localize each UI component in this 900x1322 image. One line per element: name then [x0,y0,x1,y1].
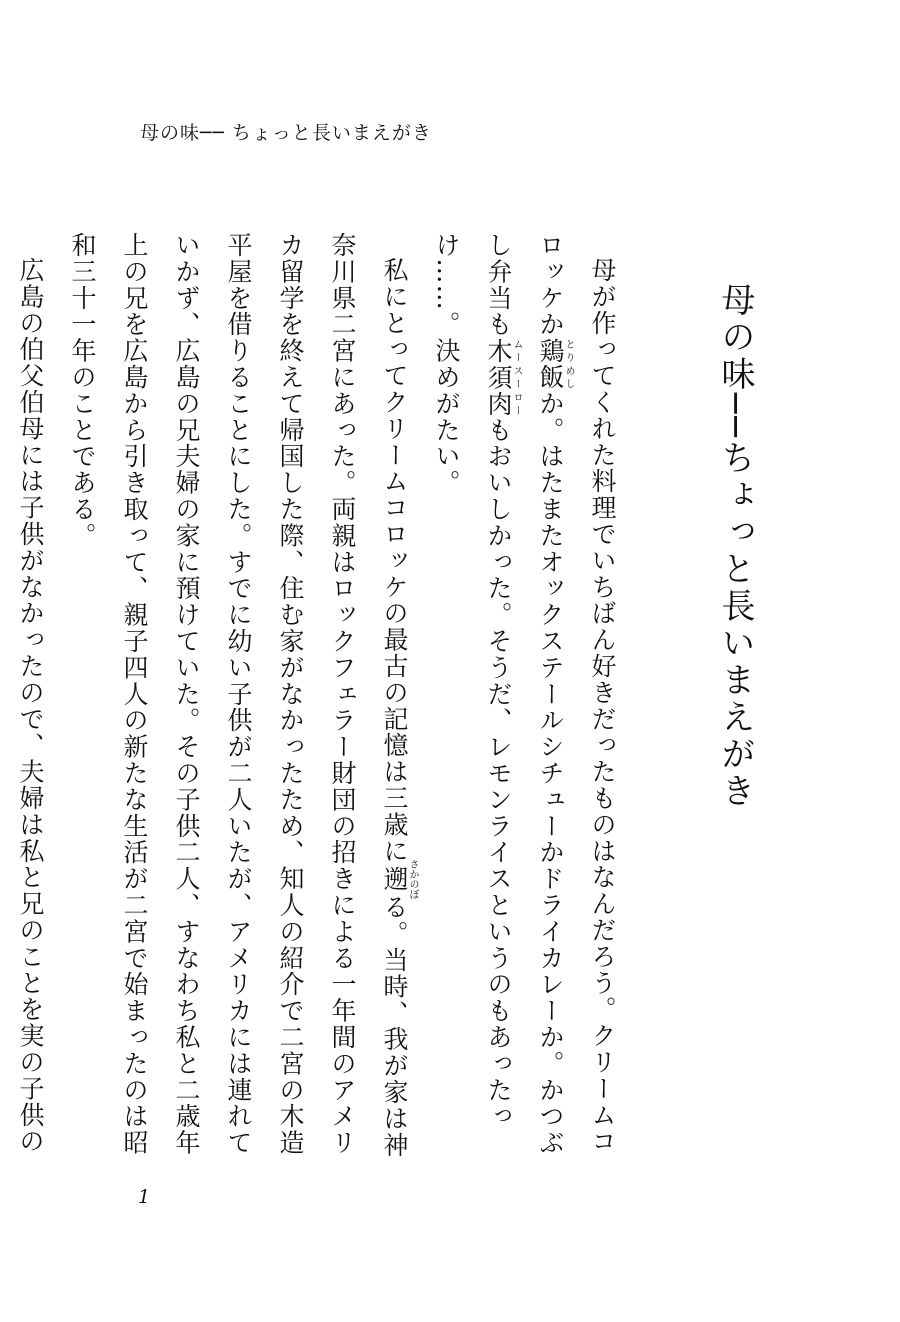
text-segment: 母が作ってくれた料理でいちばん好きだったものはなんだろう。クリームコロッケか [536,232,617,1155]
text-segment: もおいしかった。そうだ、レモンライスというのもあったっけ……。決めがたい。 [432,232,513,1130]
text-segment: 広島の伯父伯母には子供がなかったので、夫婦は私と兄のことを実の子供の [16,257,45,1155]
chapter-title-main: 母の味 [715,282,755,393]
paragraph-1 [420,232,628,1172]
text-segment: 私にとってクリームコロッケの最古の記憶は三歳に [380,257,409,865]
page-number: 1 [138,1186,151,1208]
ruby-word: 木須肉ムースーロー [484,337,522,417]
ruby-word: 鶏とり [536,337,574,365]
running-header: 母の味── ちょっと長いまえがき [140,122,432,144]
chapter-title-dash: ── [715,393,755,440]
ruby-word: 遡さかのぼ [380,859,418,900]
chapter-subtitle: ちょっと長いまえがき [715,439,755,810]
paragraph-3 [0,232,56,1172]
body-text [16,232,628,1172]
text-segment: か。はたまたオックステールシチューかドライカレーか。かつぶし弁当も [484,232,565,1157]
paragraph-2 [56,232,420,1172]
chapter-title [715,282,755,810]
ruby-word: 飯めし [536,364,574,391]
text-segment: る。当時、我が家は神奈川県二宮にあった。両親はロックフェラー財団の招きによる一年間のアメリカ留学を終えて帰国した際、住む家がなかったため、知人の紹介で二宮の木造平屋を借りることにした。すでに幼い子供が二人いたが、アメリカには連れていかず、広島の兄夫婦の家に預けていた。その子供二人、すなわち私と二歳年上の兄を広島から引き取って、親子四人の新たな生活が二宮で始まったのは昭和三十一年のことである。 [68,232,409,1159]
